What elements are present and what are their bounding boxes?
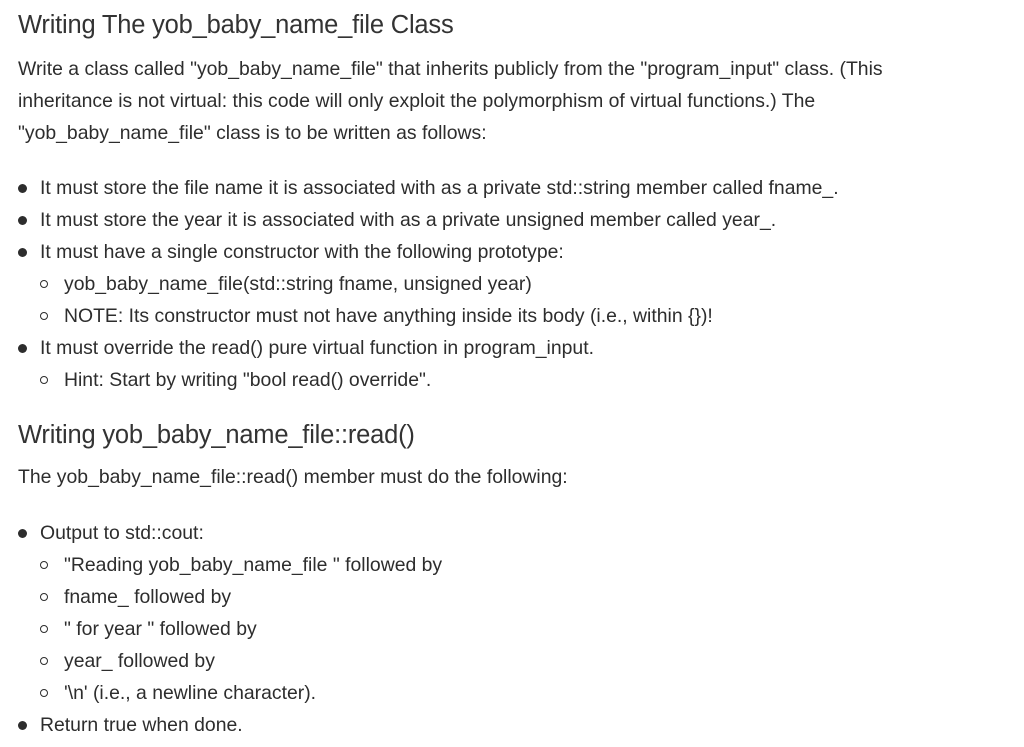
- sub-list-item-text: yob_baby_name_file(std::string fname, unsigned year): [64, 273, 532, 295]
- list-item: [18, 172, 1018, 204]
- sub-list-item-text: " for year " followed by: [64, 618, 257, 640]
- sub-list: [40, 549, 1018, 709]
- sub-list-item: [40, 300, 1018, 332]
- read-requirements-list: [18, 517, 1018, 741]
- circle-bullet-icon: [40, 593, 48, 601]
- sub-list-item-text: '\n' (i.e., a newline character).: [64, 682, 317, 704]
- circle-bullet-icon: [40, 376, 48, 384]
- circle-bullet-icon: [40, 625, 48, 633]
- sub-list-item-text: Hint: Start by writing "bool read() override".: [64, 369, 432, 391]
- bullet-icon: [18, 529, 27, 538]
- list-item: [18, 204, 1018, 236]
- list-item-text: Output to std::cout:: [40, 522, 204, 544]
- sub-list: [40, 268, 1018, 332]
- list-item-text: It must store the file name it is associated with as a private std::string member called fname_.: [40, 177, 839, 199]
- list-item-text: It must override the read() pure virtual function in program_input.: [40, 337, 594, 359]
- list-item-text: It must have a single constructor with the following prototype:: [40, 241, 564, 263]
- circle-bullet-icon: [40, 689, 48, 697]
- circle-bullet-icon: [40, 657, 48, 665]
- paragraph-line: Write a class called "yob_baby_name_file" that inherits publicly from the "program_input" class. (This: [18, 58, 883, 80]
- sub-list-item: [40, 364, 1018, 396]
- sub-list-item-text: "Reading yob_baby_name_file " followed by: [64, 554, 443, 576]
- sub-list-item-text: fname_ followed by: [64, 586, 232, 608]
- sub-list-item: [40, 581, 1018, 613]
- section-heading-class: Writing The yob_baby_name_file Class: [18, 11, 454, 39]
- class-requirements-list: [18, 172, 1018, 396]
- bullet-icon: [18, 344, 27, 353]
- list-item: [18, 709, 1018, 741]
- circle-bullet-icon: [40, 561, 48, 569]
- section-heading-read: Writing yob_baby_name_file::read(): [18, 421, 415, 449]
- read-paragraph: The yob_baby_name_file::read() member must do the following:: [18, 466, 568, 488]
- list-item: [18, 517, 1018, 709]
- list-item-text: Return true when done.: [40, 714, 243, 736]
- sub-list-item-text: year_ followed by: [64, 650, 215, 672]
- sub-list-item: [40, 677, 1018, 709]
- sub-list-item: [40, 268, 1018, 300]
- sub-list-item: [40, 613, 1018, 645]
- bullet-icon: [18, 248, 27, 257]
- circle-bullet-icon: [40, 280, 48, 288]
- paragraph-line: "yob_baby_name_file" class is to be written as follows:: [18, 121, 487, 144]
- intro-paragraph: [18, 54, 1018, 149]
- bullet-icon: [18, 721, 27, 730]
- paragraph-line: inheritance is not virtual: this code will only exploit the polymorphism of virtual functions.) The: [18, 89, 816, 112]
- sub-list-item: [40, 549, 1018, 581]
- sub-list: [40, 364, 1018, 396]
- sub-list-item-text: NOTE: Its constructor must not have anything inside its body (i.e., within {})!: [64, 305, 713, 327]
- circle-bullet-icon: [40, 312, 48, 320]
- sub-list-item: [40, 645, 1018, 677]
- list-item-text: It must store the year it is associated with as a private unsigned member called year_.: [40, 209, 777, 231]
- list-item: [18, 236, 1018, 332]
- bullet-icon: [18, 184, 27, 193]
- list-item: [18, 332, 1018, 396]
- bullet-icon: [18, 216, 27, 225]
